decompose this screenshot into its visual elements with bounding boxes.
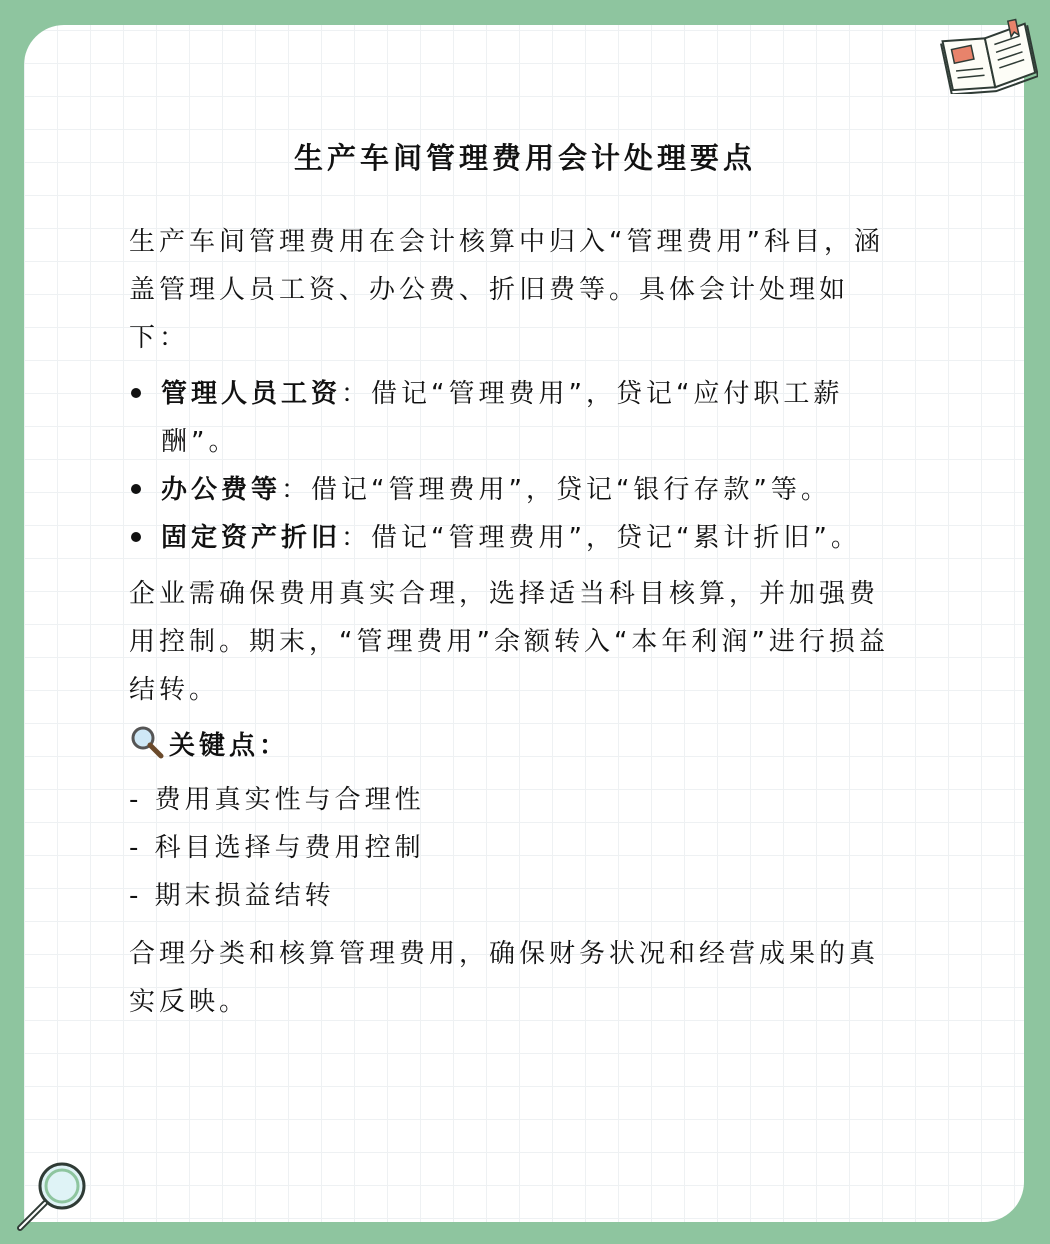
page-title: 生产车间管理费用会计处理要点: [293, 141, 756, 175]
list-item: [129, 370, 899, 466]
key-point: - 费用真实性与合理性: [129, 785, 425, 815]
list-item-desc: ：借记“管理费用”，贷记“银行存款”等。: [281, 475, 831, 505]
article-body: [129, 218, 899, 1034]
list-item-term: 固定资产折旧: [161, 523, 342, 553]
list-item: [129, 466, 899, 514]
list-item-desc: ：借记“管理费用”，贷记“应付职工薪酬”。: [161, 379, 844, 457]
magnifier-icon: [129, 724, 165, 776]
conclusion-paragraph: 合理分类和核算管理费用，确保财务状况和经营成果的真实反映。: [129, 939, 880, 1017]
list-item: [129, 514, 899, 562]
body-paragraph: 企业需确保费用真实合理，选择适当科目核算，并加强费用控制。期末，“管理费用”余额转入“本年利润”进行损益结转。: [129, 579, 889, 705]
entry-list: [129, 370, 899, 562]
key-points-heading: [129, 722, 899, 776]
bullet-icon: [131, 484, 141, 494]
intro-paragraph: 生产车间管理费用在会计核算中归入“管理费用”科目，涵盖管理人员工资、办公费、折旧费等。具体会计处理如下：: [129, 227, 884, 353]
list-item-term: 办公费等: [161, 475, 282, 505]
bullet-icon: [131, 532, 141, 542]
open-book-icon: [938, 12, 1038, 94]
list-item-desc: ：借记“管理费用”，贷记“累计折旧”。: [341, 523, 861, 553]
key-point: - 期末损益结转: [129, 881, 335, 911]
magnifying-glass-icon: [12, 1158, 92, 1234]
key-point: - 科目选择与费用控制: [129, 833, 425, 863]
list-item-term: 管理人员工资: [161, 379, 342, 409]
bullet-icon: [131, 388, 141, 398]
key-points-label: 关键点：: [169, 731, 290, 761]
